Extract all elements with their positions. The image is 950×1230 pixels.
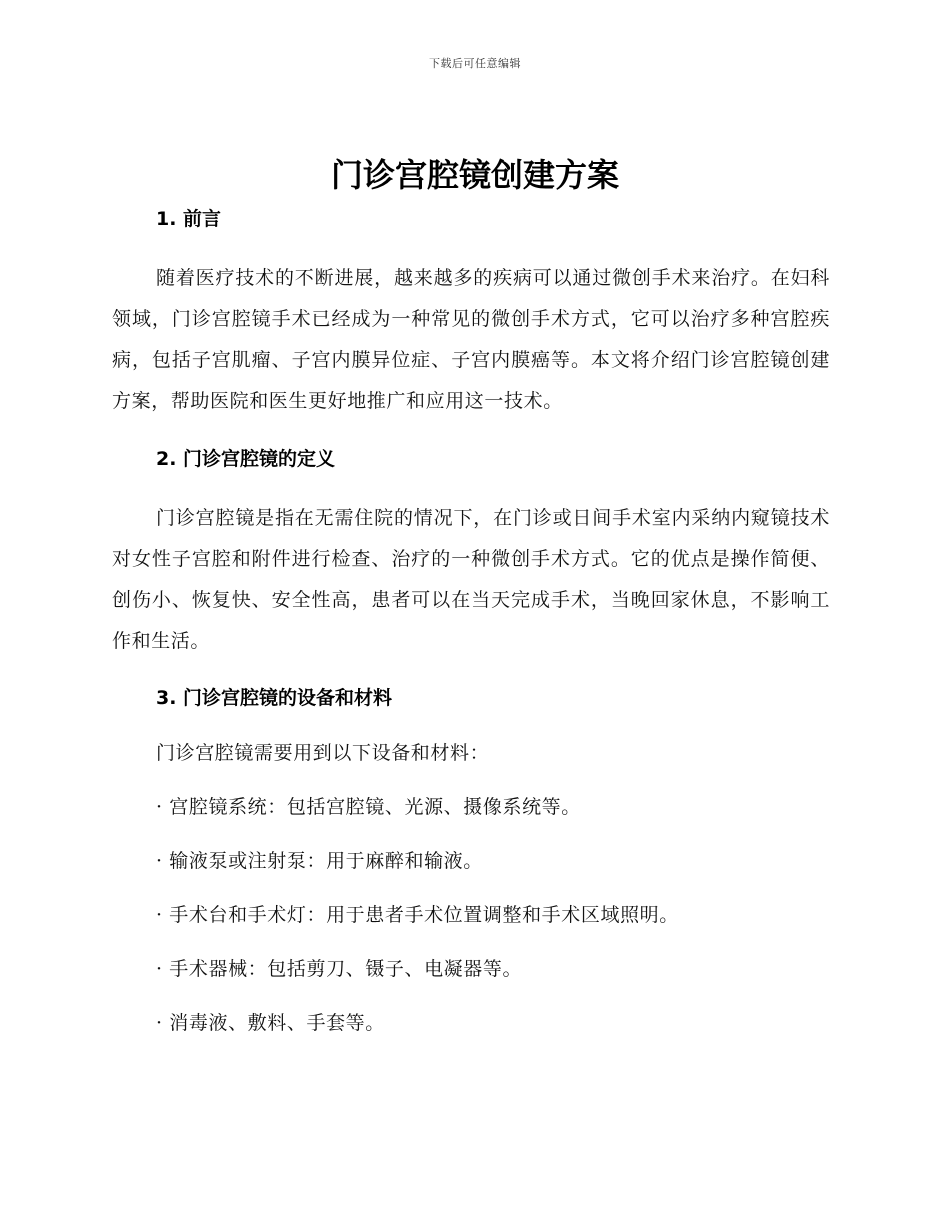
section-heading-definition: 2. 门诊宫腔镜的定义 [156, 448, 336, 470]
list-item: · 输液泵或注射泵：用于麻醉和输液。 [156, 850, 483, 872]
equipment-intro: 门诊宫腔镜需要用到以下设备和材料： [156, 742, 490, 764]
list-item: · 宫腔镜系统：包括宫腔镜、光源、摄像系统等。 [156, 796, 581, 818]
section-heading-equipment: 3. 门诊宫腔镜的设备和材料 [156, 687, 393, 709]
section-paragraph-preface: 随着医疗技术的不断进展，越来越多的疾病可以通过微创手术来治疗。在妇科领域，门诊宫腔镜手术已经成为一种常见的微创手术方式，它可以治疗多种宫腔疾病，包括子宫肌瘤、子宫内膜异位症、子宫内膜癌等。本文将介绍门诊宫腔镜创建方案，帮助医院和医生更好地推广和应用这一技术。 [112, 267, 830, 412]
document-title: 门诊宫腔镜创建方案 [330, 156, 619, 194]
section-heading-preface: 1. 前言 [156, 208, 222, 230]
header-note: 下载后可任意编辑 [429, 57, 521, 70]
list-item: · 消毒液、敷料、手套等。 [156, 1012, 385, 1034]
document-body [112, 204, 830, 1038]
list-item: · 手术器械：包括剪刀、镊子、电凝器等。 [156, 958, 523, 980]
list-item: · 手术台和手术灯：用于患者手术位置调整和手术区域照明。 [156, 904, 679, 926]
section-paragraph-definition: 门诊宫腔镜是指在无需住院的情况下，在门诊或日间手术室内采纳内窥镜技术对女性子宫腔和附件进行检查、治疗的一种微创手术方式。它的优点是操作简便、创伤小、恢复快、安全性高，患者可以在当天完成手术，当晚回家休息，不影响工作和生活。 [112, 507, 830, 652]
